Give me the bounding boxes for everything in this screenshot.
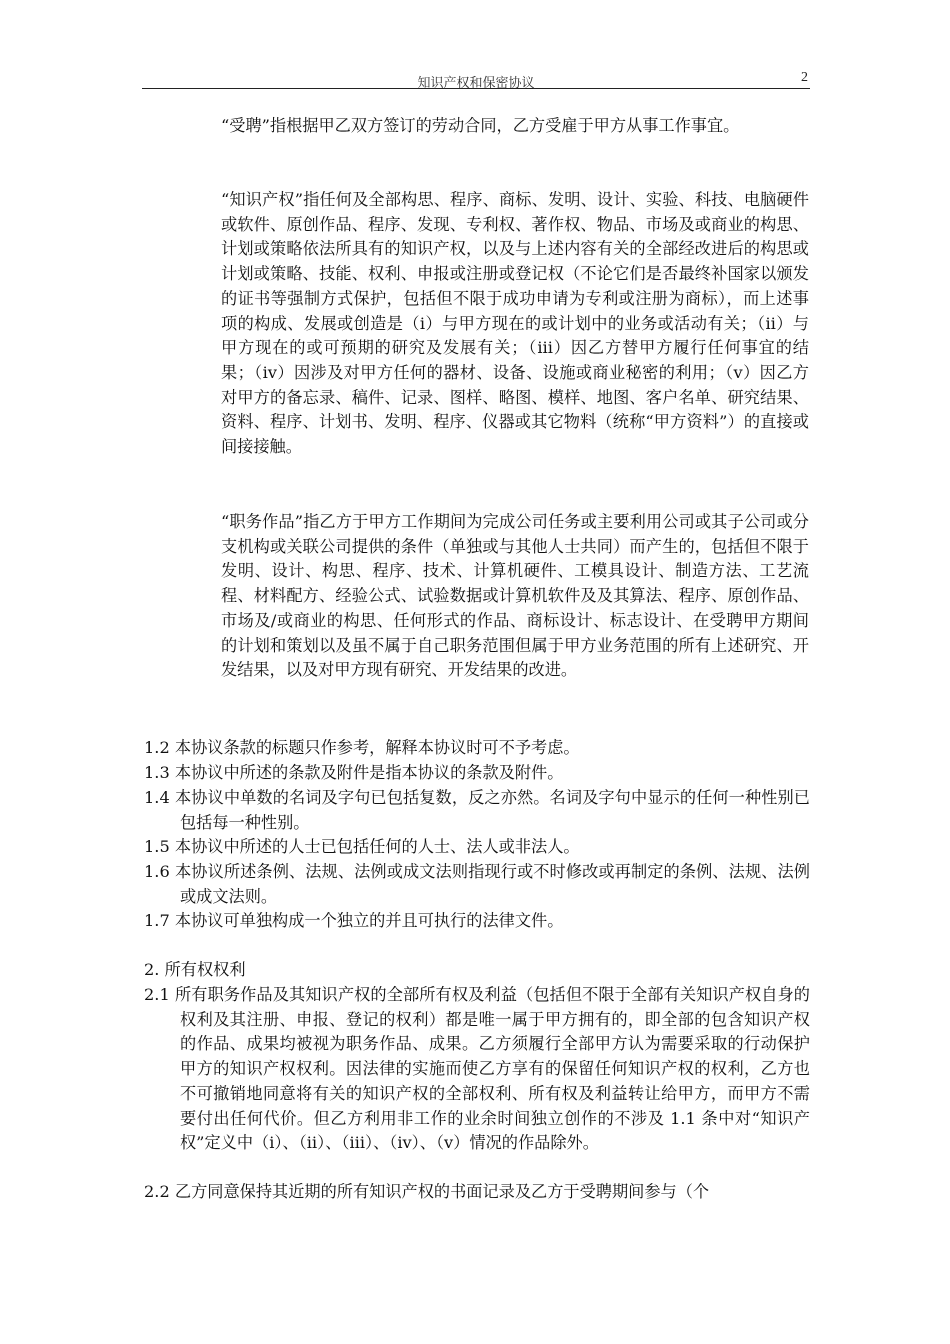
definition-employment: “受聘”指根据甲乙双方签订的劳动合同，乙方受雇于甲方从事工作事宜。 (221, 116, 740, 135)
clause-1-5 (144, 835, 810, 860)
section-2-heading: 2. 所有权权利 (144, 960, 246, 979)
page-header (142, 70, 810, 89)
clause-text: 乙方同意保持其近期的所有知识产权的书面记录及乙方于受聘期间参与（个 (174, 1182, 710, 1201)
clause-number: 1.7 (144, 911, 170, 930)
clause-text: 所有职务作品及其知识产权的全部所有权及利益（包括但不限于全部有关知识产权自身的权利及其注册、申报、登记的权利）都是唯一属于甲方拥有的，即全部的包含知识产权的作品、成果均被视为职务作品、成果。乙方须履行全部甲方认为需要采取的行动保护甲方的知识产权权利。因法律的实施而使乙方享有的保留任何知识产权的权利，乙方也不可撤销地同意将有关的知识产权的全部权利、所有权及利益转让给甲方，而甲方不需要付出任何代价。但乙方利用非工作的业余时间独立创作的不涉及 1.1 条中对“知识产权”定义中（ⅰ）、（ⅱ）、（ⅲ）、（ⅳ）、（ⅴ）情况的作品除外。 (175, 985, 810, 1153)
clause-number: 1.6 (144, 862, 170, 881)
clause-1-7 (144, 909, 810, 934)
clause-text: 本协议中所述的条款及附件是指本协议的条款及附件。 (174, 763, 564, 782)
clause-1-6 (144, 860, 810, 909)
page-number: 2 (801, 70, 808, 85)
definition-intellectual-property: “知识产权”指任何及全部构思、程序、商标、发明、设计、实验、科技、电脑硬件或软件、原创作品、程序、发现、专利权、著作权、物品、市场及或商业的构思、计划或策略依法所具有的知识产权，以及与上述内容有关的全部经改进后的构思或计划或策略、技能、权利、申报或注册或登记权（不论它们是否最终补国家以颁发的证书等强制方式保护，包括但不限于成功申请为专利或注册为商标），而上述事项的构成、发展或创造是（ⅰ）与甲方现在的或计划中的业务或活动有关；（ⅱ）与甲方现在的或可预期的研究及发展有关；（ⅲ）因乙方替甲方履行任何事宜的结果；（ⅳ）因涉及对甲方任何的器材、设备、设施或商业秘密的利用；（ⅴ）因乙方对甲方的备忘录、稿件、记录、图样、略图、模样、地图、客户名单、研究结果、资料、程序、计划书、发明、程序、仪器或其它物料（统称“甲方资料”）的直接或间接接触。 (221, 190, 809, 457)
clause-1-4 (144, 786, 810, 835)
clause-text: 本协议中所述的人士已包括任何的人士、法人或非法人。 (174, 837, 580, 856)
clause-text: 本协议中单数的名词及字句已包括复数，反之亦然。名词及字句中显示的任何一种性别已包括每一种性别。 (175, 788, 810, 832)
clause-number: 1.2 (144, 738, 170, 757)
clause-text: 本协议条款的标题只作参考，解释本协议时可不予考虑。 (174, 738, 580, 757)
definition-work-product: “职务作品”指乙方于甲方工作期间为完成公司任务或主要利用公司或其子公司或分支机构或关联公司提供的条件（单独或与其他人士共同）而产生的，包括但不限于发明、设计、构思、程序、技术、计算机硬件、工模具设计、制造方法、工艺流程、材料配方、经验公式、试验数据或计算机软件及及其算法、程序、原创作品、市场及/或商业的构思、任何形式的作品、商标设计、标志设计、在受聘甲方期间的计划和策划以及虽不属于自己职务范围但属于甲方业务范围的所有上述研究、开发结果，以及对甲方现有研究、开发结果的改进。 (221, 512, 809, 680)
clause-1-2 (144, 736, 810, 761)
clause-number: 1.3 (144, 763, 170, 782)
clause-text: 本协议所述条例、法规、法例或成文法则指现行或不时修改或再制定的条例、法规、法例或成文法则。 (175, 862, 810, 906)
clause-number: 1.4 (144, 788, 170, 807)
clause-2-1 (144, 983, 810, 1156)
clause-number: 1.5 (144, 837, 170, 856)
clause-text: 本协议可单独构成一个独立的并且可执行的法律文件。 (174, 911, 564, 930)
clause-number: 2.1 (144, 985, 170, 1004)
clause-1-3 (144, 761, 810, 786)
header-title: 知识产权和保密协议 (417, 75, 535, 90)
clause-2-2 (144, 1180, 810, 1205)
clause-number: 2.2 (144, 1182, 170, 1201)
